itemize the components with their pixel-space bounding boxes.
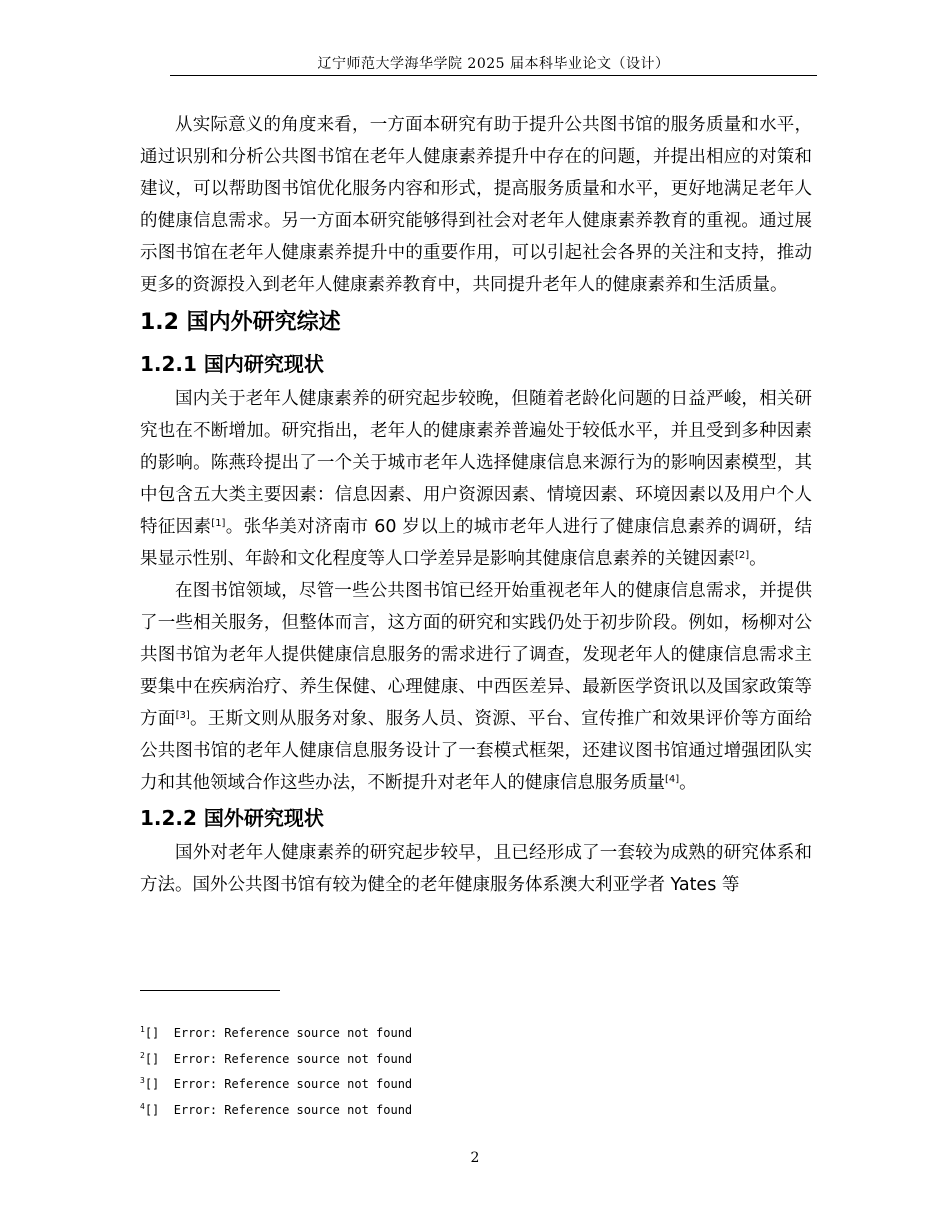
- footnote-text: [] Error: Reference source not found: [144, 1051, 413, 1066]
- paragraph-foreign-research: 国外对老年人健康素养的研究起步较早，且已经形成了一套较为成熟的研究体系和方法。国外公共图书馆有较为健全的老年健康服务体系澳大利亚学者 Yates 等: [140, 843, 812, 895]
- text-run: 在图书馆领域，尽管一些公共图书馆已经开始重视老年人的健康信息需求，并提供了一些相关服务，但整体而言，这方面的研究和实践仍处于初步阶段。例如，杨柳对公共图书馆为老年人提供健康信息服务的需求进行了调查，发现老年人的健康信息需求主要集中在疾病治疗、养生保健、心理健康、中西医差异、最新医学资讯以及国家政策等方面: [140, 581, 812, 729]
- footnote-text: [] Error: Reference source not found: [144, 1077, 413, 1091]
- footnote-text: [] Error: Reference source not found: [144, 1102, 413, 1117]
- footnote-mark: 2: [140, 1050, 145, 1060]
- text-run: 。王斯文则从服务对象、服务人员、资源、平台、宣传推广和效果评价等方面给公共图书馆的老年人健康信息服务设计了一套模式框架，还建议图书馆通过增强团队实力和其他领域合作这些办法，不断提升对老年人的健康信息服务质量: [140, 709, 813, 793]
- page-number: 2: [470, 1150, 480, 1166]
- citation-ref-2[interactable]: [2]: [735, 550, 750, 561]
- footnote-item: [140, 1072, 640, 1098]
- main-content: [140, 109, 812, 901]
- text-run: 。: [679, 773, 697, 793]
- footnote-item: [140, 1098, 640, 1124]
- footnotes: [140, 1021, 640, 1123]
- footnote-item: [140, 1021, 640, 1047]
- footnote-mark: 1: [140, 1025, 145, 1034]
- text-run: 国内关于老年人健康素养的研究起步较晚，但随着老龄化问题的日益严峻，相关研究也在不断增加。研究指出，老年人的健康素养普遍处于较低水平，并且受到多种因素的影响。陈燕玲提出了一个关于城市老年人选择健康信息来源行为的影响因素模型，其中包含五大类主要因素：信息因素、用户资源因素、情境因素、环境因素以及用户个人特征因素: [140, 389, 812, 537]
- footnote-text: [] Error: Reference source not found: [144, 1026, 413, 1040]
- footnote-mark: 3: [140, 1076, 145, 1085]
- citation-ref-1[interactable]: [1]: [211, 518, 226, 529]
- paragraph-library-research: [140, 575, 812, 799]
- paragraph-domestic-research: [140, 383, 812, 575]
- text-run: 。张华美对济南市 60 岁以上的城市老年人进行了健康信息素养的调研，结果显示性别、年龄和文化程度等人口学差异是影响其健康信息素养的关键因素: [140, 517, 812, 569]
- citation-ref-4[interactable]: [4]: [665, 774, 680, 785]
- text-run: 。: [749, 549, 767, 569]
- running-header: 辽宁师范大学海华学院 2025 届本科毕业论文（设计）: [317, 56, 670, 72]
- footnote-mark: 4: [140, 1101, 145, 1111]
- footnote-item: [140, 1047, 640, 1073]
- section-heading-1-2: 1.2 国内外研究综述: [140, 310, 341, 335]
- citation-ref-3[interactable]: [3]: [175, 710, 190, 721]
- header-rule: [170, 75, 817, 76]
- subsection-heading-1-2-1: 1.2.1 国内研究现状: [140, 352, 324, 376]
- paragraph-practical-significance: 从实际意义的角度来看，一方面本研究有助于提升公共图书馆的服务质量和水平，通过识别和分析公共图书馆在老年人健康素养提升中存在的问题，并提出相应的对策和建议，可以帮助图书馆优化服务内容和形式，提高服务质量和水平，更好地满足老年人的健康信息需求。另一方面本研究能够得到社会对老年人健康素养教育的重视。通过展示图书馆在老年人健康素养提升中的重要作用，可以引起社会各界的关注和支持，推动更多的资源投入到老年人健康素养教育中，共同提升老年人的健康素养和生活质量。: [140, 115, 812, 295]
- subsection-heading-1-2-2: 1.2.2 国外研究现状: [140, 806, 324, 830]
- footnote-separator: [140, 990, 280, 991]
